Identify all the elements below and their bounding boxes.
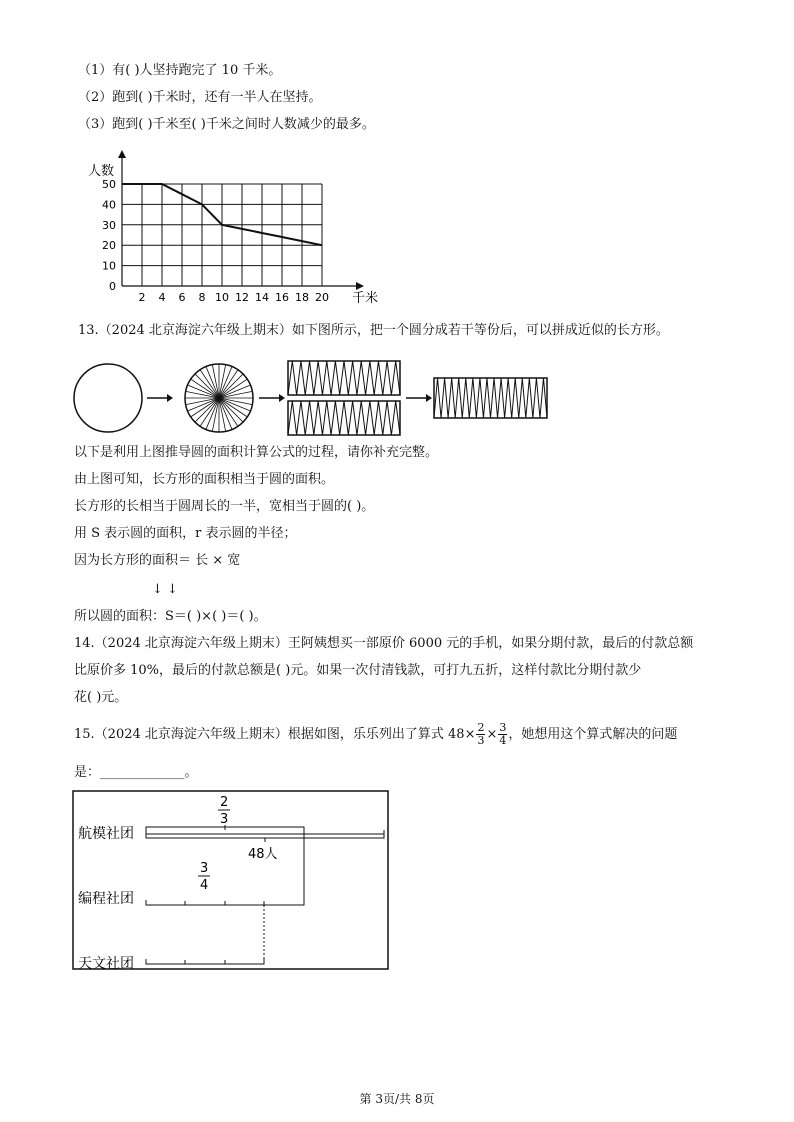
q13-line-4: 用 S 表示圆的面积，r 表示圆的半径； [74, 526, 297, 541]
frac1-numerator: 2 [220, 795, 229, 810]
q14-line-2: 比原价多 10%，最后的付款总额是( )元。如果一次付清钱款，可打九五折，这样付款比分期付款少 [74, 663, 642, 678]
q14-line-3: 花( )元。 [74, 690, 128, 705]
total-label: 48人 [248, 847, 278, 862]
x-tick-label: 20 [315, 291, 329, 304]
arrow-right-icon [406, 394, 432, 402]
page-footer: 第 3页/共 8页 [359, 1092, 435, 1106]
down-arrows: ↓ ↓ [152, 582, 178, 597]
q15-pre: 15.（2024 北京海淀六年级上期末）根据如图，乐乐列出了算式 48× [74, 727, 476, 742]
y-axis-arrow-icon [118, 150, 126, 158]
x-tick-label: 18 [295, 291, 309, 304]
fraction-numerator: 2 [477, 721, 485, 734]
x-tick-label: 6 [178, 291, 186, 304]
segment-astronomy-club [146, 959, 264, 964]
q15-line-2: 是：_____________。 [74, 765, 198, 780]
y-tick-label: 50 [102, 178, 116, 191]
y-tick-label: 0 [109, 280, 116, 293]
q13-line-2: 由上图可知，长方形的面积相当于圆的面积。 [74, 472, 335, 487]
x-tick-label: 16 [275, 291, 289, 304]
x-tick-label: 8 [198, 291, 206, 304]
y-tick-label: 10 [102, 259, 116, 273]
q14-line-1: 14.（2024 北京海淀六年级上期末）王阿姨想买一部原价 6000 元的手机，如果分期付款，最后的付款总额 [74, 636, 694, 651]
times-sign: × [486, 727, 498, 742]
y-tick-label: 30 [102, 218, 116, 232]
x-axis-label: 千米 [352, 291, 379, 306]
q15-post: ，她想用这个算式解决的问题 [508, 727, 678, 742]
x-tick-label: 14 [255, 291, 269, 304]
frac2-numerator: 3 [200, 861, 209, 876]
x-tick-label: 10 [215, 291, 229, 304]
q12-line-3: （3）跑到( )千米至( )千米之间时人数减少的最多。 [78, 117, 375, 132]
q15-question [74, 722, 677, 748]
q13-line-5: 因为长方形的面积＝ 长 × 宽 [74, 553, 241, 568]
runners-line-chart [80, 148, 390, 308]
diagram-border [73, 791, 388, 969]
zigzag-rectangle [434, 378, 547, 418]
circle-to-rectangle-diagram [72, 357, 562, 439]
y-axis-label: 人数 [88, 164, 115, 179]
q12-line-2: （2）跑到( )千米时，还有一半人在坚持。 [78, 90, 322, 105]
zigzag-bottom [288, 401, 400, 435]
plain-circle [74, 364, 142, 432]
zigzag-top [288, 361, 400, 395]
x-tick-label: 2 [138, 291, 146, 304]
q13-line-6: 所以圆的面积：S＝( )×( )＝( )。 [74, 609, 267, 624]
fraction-three-quarters [498, 722, 507, 747]
x-tick-label: 4 [158, 291, 166, 304]
row-label-astronomy-club: 天文社团 [78, 956, 134, 972]
q13-line-3: 长方形的长相当于圆周长的一半，宽相当于圆的( )。 [74, 499, 375, 514]
frac2-denominator: 4 [200, 878, 209, 893]
q13-line-1: 以下是利用上图推导圆的面积计算公式的过程，请你补充完整。 [74, 445, 439, 460]
row-label-coding-club: 编程社团 [78, 891, 134, 907]
y-tick-label: 20 [102, 239, 116, 253]
frac1-denominator: 3 [220, 812, 229, 827]
row-label-model-club: 航模社团 [78, 826, 134, 842]
x-axis-arrow-icon [356, 282, 364, 290]
fraction-denominator: 4 [499, 734, 507, 747]
arrow-right-icon [147, 394, 173, 402]
fraction-denominator: 3 [477, 734, 485, 747]
arrow-right-icon [259, 394, 285, 402]
q13-title: 13.（2024 北京海淀六年级上期末）如下图所示，把一个圆分成若干等份后，可以拼成近似的长方形。 [78, 323, 669, 338]
x-tick-label: 12 [235, 291, 249, 304]
fraction-numerator: 3 [499, 721, 507, 734]
circle-sectors [185, 364, 253, 432]
club-line-segment-diagram [72, 790, 390, 972]
q12-line-1: （1）有( )人坚持跑完了 10 千米。 [78, 63, 282, 78]
fraction-two-thirds [476, 722, 485, 747]
y-tick-label: 40 [102, 198, 116, 212]
